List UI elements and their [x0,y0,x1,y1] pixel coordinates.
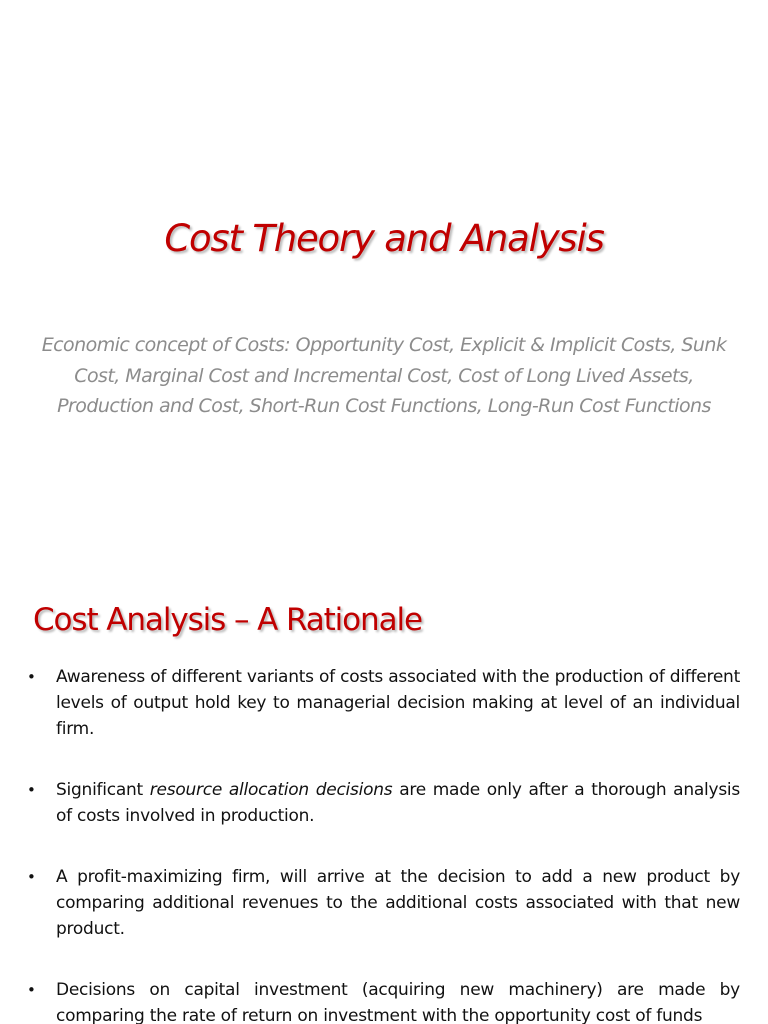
bullet-icon: • [27,668,36,686]
bullet-item-2 [0,777,768,829]
bullet-list [0,664,768,1024]
content-slide [0,568,768,1024]
bullet-item-3 [0,864,768,942]
bullet-icon: • [27,781,36,799]
bullet-text-lead: Significant [56,780,150,800]
bullet-item-4 [0,977,768,1024]
bullet-icon: • [27,981,36,999]
bullet-text-emphasis: resource allocation decisions [149,780,393,800]
bullet-text-tail: are made only after a thorough analysis of costs involved in production. [56,780,741,826]
bullet-item-1 [0,664,768,742]
slide-title: Cost Theory and Analysis [164,217,604,260]
slide-subtitle: Economic concept of Costs: Opportunity Cost, Explicit & Implicit Costs, Sunk Cost, Marginal Cost and Incremental Cost, Cost of Long Lived Assets, Production and Cost, Short-Run Cost Functions, Long-Run Cost Functions [41,334,727,417]
bullet-text: Decisions on capital investment (acquiring new machinery) are made by comparing the rate of return on investment with the opportunity cost of funds [56,980,740,1024]
bullet-text: A profit-maximizing firm, will arrive at the decision to add a new product by comparing additional revenues to the additional costs associated with that new product. [56,867,740,939]
slide-heading: Cost Analysis – A Rationale [33,602,422,638]
bullet-text: Awareness of different variants of costs associated with the production of different levels of output hold key to managerial decision making at level of an individual firm. [56,667,740,739]
bullet-icon: • [27,868,36,886]
